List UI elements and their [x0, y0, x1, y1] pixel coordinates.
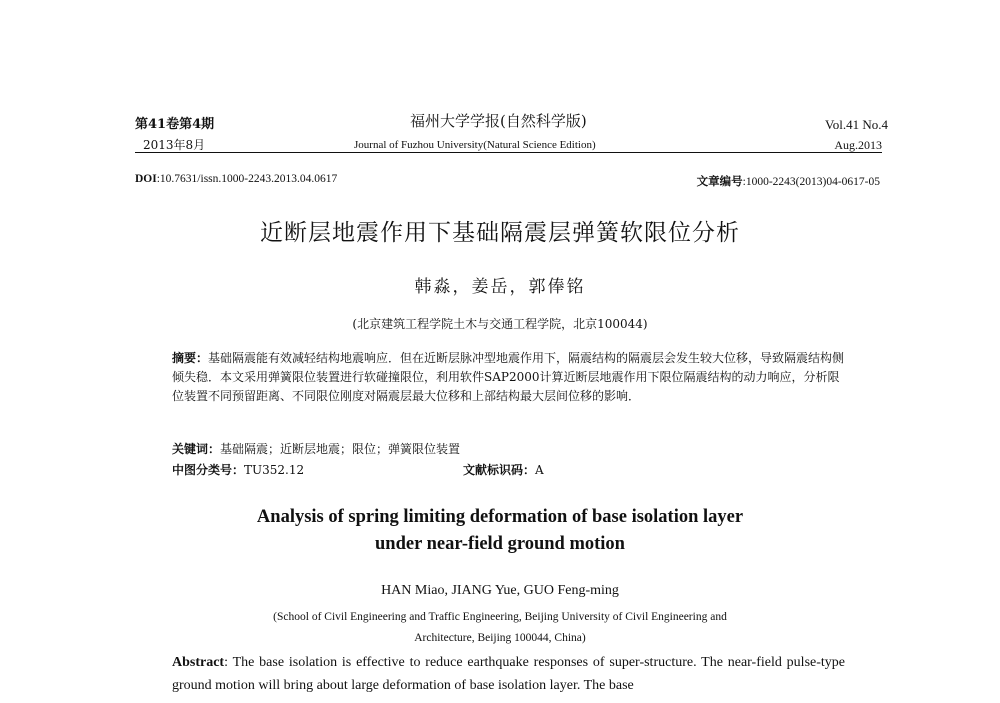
keywords-cn-label: 关键词： — [172, 442, 221, 456]
title-en — [0, 504, 1000, 558]
keywords-cn-text: 基础隔震；近断层地震；限位；弹簧限位装置 — [220, 442, 461, 456]
title-en-line-1: Analysis of spring limiting deformation of base isolation layer — [256, 507, 744, 527]
document-code-label: 文献标识码： — [463, 463, 536, 477]
volume-en: Vol.41 No.4 — [825, 117, 888, 132]
affiliation-en-line-1: (School of Civil Engineering and Traffic Engineering, Beijing University of Civil Engineering and — [273, 611, 727, 623]
abstract-cn-text: 基础隔震能有效减轻结构地震响应．但在近断层脉冲型地震作用下，隔震结构的隔震层会发生较大位移，导致隔震结构侧倾失稳．本文采用弹簧限位装置进行软碰撞限位，利用软件SAP2000计算近断层地震作用下限位隔震结构的动力响应，分析限位装置不同预留距离、不同限位刚度对隔震层最大位移和上部结构最大层间位移的影响． — [172, 351, 845, 403]
doi-line — [135, 173, 337, 185]
article-number-label: 文章编号 — [696, 176, 743, 188]
affiliation-en-line-2: Architecture, Beijing 100044, China) — [414, 632, 586, 644]
affiliation-en — [0, 607, 1000, 649]
abstract-en-label: Abstract — [172, 655, 225, 670]
journal-name-cn: 福州大学学报(自然科学版) — [410, 112, 587, 130]
date-cn: 2013年8月 — [143, 138, 206, 152]
affiliation-cn: (北京建筑工程学院土木与交通工程学院，北京100044) — [352, 317, 648, 331]
doi-value: :10.7631/issn.1000-2243.2013.04.0617 — [156, 173, 338, 185]
doi-label: DOI — [135, 173, 157, 185]
abstract-cn — [172, 349, 845, 406]
authors-cn: 韩淼，姜岳，郭俸铭 — [414, 277, 586, 297]
document-code — [463, 461, 544, 478]
abstract-en-text: The base isolation is effective to reduce earthquake responses of super-structure. The near-field pulse-type ground motion will bring about large deformation of base isolation layer. The base — [172, 655, 846, 693]
keywords-cn — [172, 440, 460, 457]
title-en-line-2: under near-field ground motion — [375, 534, 625, 554]
abstract-en-separator: : — [224, 655, 233, 670]
header-rule — [135, 152, 882, 153]
date-en: Aug.2013 — [834, 138, 882, 152]
title-cn: 近断层地震作用下基础隔震层弹簧软限位分析 — [260, 220, 740, 246]
clc-value: TU352.12 — [244, 463, 305, 477]
clc-number — [172, 461, 304, 478]
authors-en: HAN Miao, JIANG Yue, GUO Feng-ming — [381, 583, 619, 598]
journal-name-en: Journal of Fuzhou University(Natural Science Edition) — [354, 139, 596, 151]
clc-label: 中图分类号： — [172, 463, 245, 477]
article-number-value: :1000-2243(2013)04-0617-05 — [742, 176, 880, 188]
issue-cn: 第41卷第4期 — [135, 117, 215, 132]
document-code-value: A — [535, 463, 544, 477]
abstract-en — [172, 651, 845, 697]
article-number — [697, 173, 880, 189]
abstract-cn-label: 摘要： — [172, 351, 209, 365]
